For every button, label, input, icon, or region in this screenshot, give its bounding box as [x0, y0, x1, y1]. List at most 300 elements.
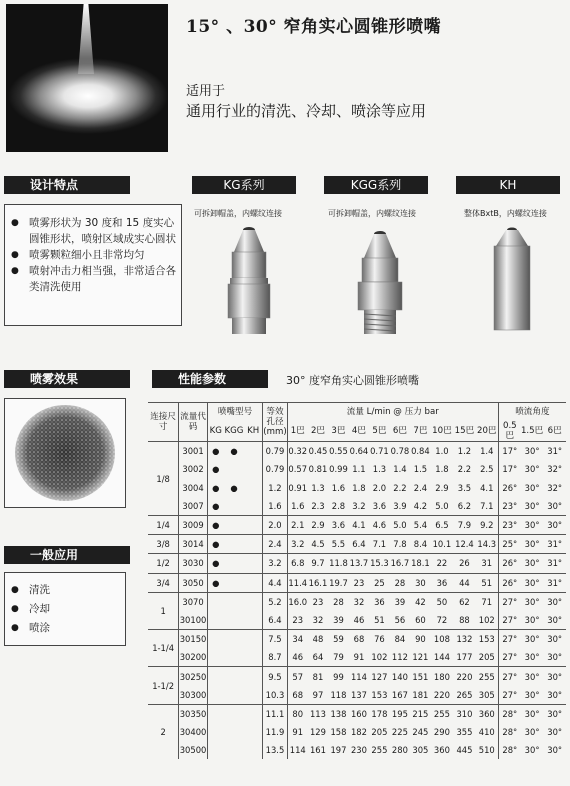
flow-code-cell: 30400: [179, 723, 208, 741]
flow-cell: 3.6: [372, 500, 387, 511]
flow-cell: 51: [476, 573, 499, 592]
flow-cell: 8.4: [410, 535, 430, 554]
col-flow-rate: 流量 L/min @ 压力 bar: [287, 403, 498, 422]
flow-cell: 2.9: [435, 482, 449, 493]
model-kgg-cell: [224, 630, 244, 649]
feature-item: ● 喷雾颗粒细小且非常均匀: [9, 247, 177, 263]
model-kh-cell: [244, 648, 262, 667]
angle-cell: 30°: [543, 515, 566, 534]
eq-orifice-cell: 0.79: [263, 460, 288, 478]
flow-cell: 6.8: [287, 554, 307, 573]
flow-cell: 3.2: [287, 535, 307, 554]
model-kgg-cell: [224, 460, 244, 478]
flow-code-cell: 30350: [179, 704, 208, 723]
flow-cell: 2.8: [331, 500, 346, 511]
flow-cell: 76: [369, 630, 389, 649]
flow-cell: 195: [390, 704, 410, 723]
angle-cell: 30°: [521, 592, 544, 611]
design-heading: 设计特点: [4, 176, 130, 194]
flow-cell: 0.55: [328, 442, 348, 461]
conn-size-cell: 3/8: [148, 535, 179, 554]
angle-cell: 30°: [521, 554, 544, 573]
flow-cell: 68: [287, 686, 307, 705]
model-kg-cell: [207, 667, 223, 686]
model-kg-cell: ●: [207, 460, 223, 478]
flow-cell: 36: [431, 573, 454, 592]
pressure-header: 15巴: [453, 421, 476, 442]
eq-orifice-cell: 10.3: [263, 686, 288, 705]
flow-cell: 108: [431, 630, 454, 649]
flow-cell: 5.4: [410, 515, 430, 534]
flow-cell: 30: [410, 573, 430, 592]
flow-cell: 7.1: [480, 500, 494, 511]
conn-size-cell: 3/4: [148, 573, 179, 592]
model-kh-cell: [244, 479, 262, 497]
flow-cell: 0.32: [287, 442, 307, 461]
conn-size-cell: 1-1/4: [148, 630, 179, 667]
flow-cell: 34: [287, 630, 307, 649]
flow-cell: 1.3: [372, 464, 387, 475]
flow-cell: 46: [287, 648, 307, 667]
angle-cell: 27°: [498, 611, 521, 630]
flow-code-cell: 3007: [179, 497, 208, 516]
angle-cell: 32°: [547, 464, 563, 475]
flow-cell: 72: [436, 614, 448, 625]
flow-cell: 79: [333, 652, 344, 663]
general-heading: 一般应用: [4, 546, 130, 564]
flow-cell: 151: [410, 667, 430, 686]
model-kh-cell: [244, 592, 262, 611]
flow-cell: 91: [287, 723, 307, 741]
angle-cell: 30°: [543, 704, 566, 723]
flow-code-cell: 3030: [179, 554, 208, 573]
flow-cell: 62: [453, 592, 476, 611]
flow-cell: 16.7: [390, 554, 410, 573]
flow-cell: 23: [287, 611, 307, 630]
flow-cell: 36: [369, 592, 389, 611]
angle-cell: 30°: [521, 573, 544, 592]
col-model-kg: KG: [207, 421, 223, 442]
flow-cell: 16.1: [308, 573, 328, 592]
model-kg-cell: ●: [207, 479, 223, 497]
model-kgg-cell: [224, 704, 244, 723]
angle-cell: 26°: [498, 554, 521, 573]
angle-cell: 23°: [498, 497, 521, 516]
series-kg-caption: 可拆卸帽盖，内螺纹连接: [194, 209, 282, 218]
applies-text: 通用行业的清洗、冷却、喷涂等应用: [186, 102, 427, 120]
flow-cell: 180: [431, 667, 454, 686]
flow-cell: 7.1: [369, 535, 389, 554]
model-kgg-cell: [224, 648, 244, 667]
model-kg-cell: [207, 704, 223, 723]
flow-cell: 3.5: [457, 482, 472, 493]
angle-pressure-header: 0.5巴: [498, 421, 521, 442]
flow-cell: 1.0: [431, 442, 454, 461]
flow-cell: 137: [350, 689, 367, 700]
angle-cell: 30°: [524, 614, 540, 625]
model-kg-cell: [207, 648, 223, 667]
flow-cell: 13.7: [349, 554, 369, 573]
table-row: [148, 704, 566, 723]
flow-cell: 129: [309, 727, 326, 738]
series-kh-label: KH: [456, 176, 560, 194]
spray-effect-heading: 喷雾效果: [4, 370, 130, 388]
flow-cell: 127: [369, 667, 389, 686]
flow-cell: 44: [453, 573, 476, 592]
flow-cell: 71: [476, 592, 499, 611]
conn-size-cell: 1/2: [148, 554, 179, 573]
angle-cell: 30°: [524, 464, 540, 475]
angle-cell: 30°: [524, 482, 540, 493]
flow-cell: 255: [476, 667, 499, 686]
angle-cell: 30°: [543, 630, 566, 649]
eq-orifice-cell: 1.2: [263, 479, 288, 497]
spray-pattern-image: [5, 399, 125, 507]
flow-cell: 1.1: [352, 464, 366, 475]
model-kgg-cell: [224, 497, 244, 516]
model-kgg-cell: ●: [230, 482, 238, 493]
col-nozzle-model: 喷嘴型号: [207, 403, 262, 422]
angle-cell: 27°: [498, 667, 521, 686]
flow-cell: 28: [390, 573, 410, 592]
flow-cell: 2.5: [480, 464, 494, 475]
table-row: [148, 592, 566, 611]
flow-code-cell: 3009: [179, 515, 208, 534]
pressure-header: 1巴: [287, 421, 307, 442]
flow-cell: 153: [371, 689, 388, 700]
angle-cell: 26°: [498, 479, 521, 497]
flow-cell: 39: [333, 614, 344, 625]
table-row: [148, 686, 566, 705]
col-conn-size: 连接尺寸: [148, 403, 179, 442]
model-kg-cell: ●: [207, 535, 223, 554]
conn-size-cell: 1: [148, 592, 179, 629]
flow-cell: 2.0: [372, 482, 387, 493]
model-kgg-cell: [224, 667, 244, 686]
flow-cell: 1.8: [352, 482, 366, 493]
eq-orifice-cell: 3.2: [263, 554, 288, 573]
model-kg-cell: ●: [207, 573, 223, 592]
pressure-header: 6巴: [390, 421, 410, 442]
model-kg-cell: ●: [207, 515, 223, 534]
flow-cell: 181: [412, 689, 429, 700]
flow-cell: 59: [328, 630, 348, 649]
model-kh-cell: [244, 497, 262, 516]
eq-orifice-cell: 11.1: [263, 704, 288, 723]
flow-cell: 15.3: [369, 554, 389, 573]
flow-cell: 215: [410, 704, 430, 723]
flow-cell: 7.8: [390, 535, 410, 554]
flow-cell: 3.2: [352, 500, 366, 511]
flow-cell: 80: [287, 704, 307, 723]
general-item: ● 冷却: [9, 600, 121, 619]
table-row: [148, 611, 566, 630]
pressure-header: 5巴: [369, 421, 389, 442]
flow-cell: 205: [478, 652, 495, 663]
flow-cell: 28: [328, 592, 348, 611]
flow-cell: 19.7: [328, 573, 348, 592]
flow-cell: 255: [431, 704, 454, 723]
model-kgg-cell: [224, 611, 244, 630]
pressure-header: 10巴: [431, 421, 454, 442]
angle-cell: 25°: [498, 535, 521, 554]
flow-cell: 4.1: [349, 515, 369, 534]
flow-code-cell: 30200: [179, 648, 208, 667]
series-kh-caption: 整体BxtB，内螺纹连接: [464, 209, 547, 218]
flow-cell: 0.91: [287, 479, 307, 497]
model-kh-cell: [244, 723, 262, 741]
flow-code-cell: 30250: [179, 667, 208, 686]
table-row: [148, 667, 566, 686]
flow-cell: 255: [371, 745, 388, 756]
flow-cell: 97: [312, 689, 324, 700]
model-kh-cell: [244, 554, 262, 573]
flow-cell: 12.4: [453, 535, 476, 554]
model-kg-cell: ●: [207, 554, 223, 573]
angle-cell: 30°: [521, 515, 544, 534]
flow-cell: 57: [287, 667, 307, 686]
pressure-header: 3巴: [328, 421, 348, 442]
page-title: 15° 、30° 窄角实心圆锥形喷嘴: [186, 17, 442, 37]
angle-cell: 28°: [498, 741, 521, 759]
flow-cell: 46: [353, 614, 365, 625]
angle-cell: 30°: [521, 535, 544, 554]
flow-cell: 1.3: [311, 482, 325, 493]
angle-cell: 30°: [524, 652, 540, 663]
table-row: [148, 723, 566, 741]
flow-cell: 31: [476, 554, 499, 573]
model-kh-cell: [244, 704, 262, 723]
flow-cell: 3.6: [328, 515, 348, 534]
flow-cell: 4.5: [308, 535, 328, 554]
flow-cell: 102: [371, 652, 388, 663]
flow-cell: 68: [349, 630, 369, 649]
flow-cell: 138: [328, 704, 348, 723]
flow-cell: 81: [308, 667, 328, 686]
conn-size-cell: 2: [148, 704, 179, 759]
model-kg-cell: [207, 723, 223, 741]
flow-cell: 1.4: [393, 464, 407, 475]
flow-cell: 230: [350, 745, 367, 756]
flow-cell: 1.5: [413, 464, 428, 475]
model-kgg-cell: [224, 592, 244, 611]
angle-cell: 30°: [524, 745, 540, 756]
angle-cell: 30°: [524, 689, 540, 700]
col-eq-orifice: 等效孔径(mm): [263, 403, 288, 442]
flow-cell: 4.1: [480, 482, 494, 493]
flow-cell: 220: [453, 667, 476, 686]
model-kgg-cell: [224, 741, 244, 759]
model-kg-cell: [207, 630, 223, 649]
performance-table: [148, 402, 566, 759]
flow-cell: 14.3: [476, 535, 499, 554]
flow-cell: 4.2: [413, 500, 428, 511]
flow-cell: 91: [353, 652, 365, 663]
eq-orifice-cell: 2.4: [263, 535, 288, 554]
angle-cell: 31°: [543, 535, 566, 554]
angle-cell: 26°: [498, 573, 521, 592]
col-flow-code: 流量代码: [179, 403, 208, 442]
angle-cell: 30°: [547, 727, 563, 738]
conn-size-cell: 1/8: [148, 442, 179, 516]
model-kg-cell: ●: [207, 442, 223, 461]
flow-cell: 22: [431, 554, 454, 573]
table-row: [148, 741, 566, 759]
flow-cell: 11.8: [328, 554, 348, 573]
flow-cell: 10.1: [431, 535, 454, 554]
pressure-header: 4巴: [349, 421, 369, 442]
angle-cell: 27°: [498, 686, 521, 705]
table-row: [148, 630, 566, 649]
flow-code-cell: 3050: [179, 573, 208, 592]
eq-orifice-cell: 7.5: [263, 630, 288, 649]
applies-label: 适用于: [186, 84, 226, 99]
flow-cell: 5.0: [390, 515, 410, 534]
model-kh-cell: [244, 741, 262, 759]
flow-cell: 32: [312, 614, 324, 625]
flow-cell: 140: [390, 667, 410, 686]
general-box: [4, 572, 126, 646]
model-kgg-cell: [224, 554, 244, 573]
flow-cell: 16.0: [287, 592, 307, 611]
model-kgg-cell: ●: [224, 442, 244, 461]
table-row: [148, 515, 566, 534]
eq-orifice-cell: 2.0: [263, 515, 288, 534]
series-kgg-caption: 可拆卸帽盖，内螺纹连接: [328, 209, 416, 218]
flow-cell: 360: [476, 704, 499, 723]
model-kgg-cell: [224, 723, 244, 741]
angle-cell: 30°: [524, 727, 540, 738]
flow-code-cell: 3014: [179, 535, 208, 554]
pressure-header: 7巴: [410, 421, 430, 442]
general-item: ● 清洗: [9, 581, 121, 600]
col-model-kh: KH: [244, 421, 262, 442]
features-list: [9, 215, 177, 295]
eq-orifice-cell: 9.5: [263, 667, 288, 686]
flow-cell: 160: [349, 704, 369, 723]
eq-orifice-cell: 8.7: [263, 648, 288, 667]
flow-cell: 161: [309, 745, 326, 756]
model-kg-cell: ●: [207, 497, 223, 516]
flow-cell: 0.57: [287, 460, 307, 478]
angle-pressure-header: 6巴: [543, 421, 566, 442]
model-kh-cell: [244, 515, 262, 534]
col-model-kgg: KGG: [224, 421, 244, 442]
angle-cell: 17°: [498, 460, 521, 478]
table-row: [148, 460, 566, 478]
flow-cell: 220: [433, 689, 450, 700]
flow-cell: 23: [308, 592, 328, 611]
model-kh-cell: [244, 611, 262, 630]
angle-cell: 30°: [547, 689, 563, 700]
eq-orifice-cell: 6.4: [263, 611, 288, 630]
angle-cell: 30°: [543, 667, 566, 686]
flow-cell: 144: [433, 652, 450, 663]
angle-cell: 30°: [524, 500, 540, 511]
flow-cell: 50: [431, 592, 454, 611]
flow-cell: 6.4: [349, 535, 369, 554]
model-kh-cell: [244, 686, 262, 705]
flow-cell: 1.6: [287, 497, 307, 516]
flow-code-cell: 3002: [179, 460, 208, 478]
eq-orifice-cell: 13.5: [263, 741, 288, 759]
flow-cell: 2.2: [457, 464, 472, 475]
flow-cell: 90: [410, 630, 430, 649]
kg-nozzle-image: [218, 222, 280, 340]
model-kg-cell: [207, 741, 223, 759]
general-list: [9, 581, 121, 638]
model-kg-cell: [207, 611, 223, 630]
features-box: [4, 204, 182, 326]
flow-cell: 88: [459, 614, 470, 625]
flow-cell: 2.9: [308, 515, 328, 534]
table-row: [148, 648, 566, 667]
flow-cell: 1.6: [331, 482, 346, 493]
table-row: [148, 479, 566, 497]
angle-cell: 30°: [521, 667, 544, 686]
flow-cell: 0.64: [349, 442, 369, 461]
angle-cell: 31°: [543, 442, 566, 461]
flow-cell: 245: [412, 727, 429, 738]
angle-cell: 30°: [547, 500, 563, 511]
flow-cell: 1.2: [453, 442, 476, 461]
flow-cell: 2.4: [413, 482, 428, 493]
angle-cell: 30°: [543, 592, 566, 611]
flow-cell: 177: [456, 652, 473, 663]
flow-cell: 310: [453, 704, 476, 723]
performance-subtitle: 30° 度窄角实心圆锥形喷嘴: [286, 374, 419, 387]
flow-cell: 0.78: [390, 442, 410, 461]
flow-cell: 4.6: [369, 515, 389, 534]
flow-cell: 3.9: [393, 500, 407, 511]
flow-cell: 48: [308, 630, 328, 649]
flow-code-cell: 30500: [179, 741, 208, 759]
flow-cell: 0.99: [329, 464, 348, 475]
angle-cell: 32°: [547, 482, 563, 493]
flow-cell: 7.9: [453, 515, 476, 534]
model-kg-cell: [207, 686, 223, 705]
model-kh-cell: [244, 535, 262, 554]
angle-pressure-header: 1.5巴: [521, 421, 544, 442]
flow-cell: 25: [369, 573, 389, 592]
flow-cell: 114: [287, 741, 307, 759]
pressure-header: 20巴: [476, 421, 499, 442]
table-row: [148, 442, 566, 461]
flow-cell: 99: [328, 667, 348, 686]
angle-cell: 27°: [498, 630, 521, 649]
model-kh-cell: [244, 573, 262, 592]
flow-cell: 0.81: [308, 464, 328, 475]
table-row: [148, 554, 566, 573]
flow-cell: 11.4: [287, 573, 307, 592]
spray-effect-box: [4, 398, 126, 508]
feature-item: ● 喷射冲击力相当强，非常适合各类清洗使用: [9, 263, 177, 295]
flow-cell: 355: [456, 727, 473, 738]
flow-cell: 167: [391, 689, 408, 700]
eq-orifice-cell: 0.79: [263, 442, 288, 461]
flow-cell: 182: [350, 727, 367, 738]
flow-cell: 26: [453, 554, 476, 573]
flow-cell: 305: [412, 745, 429, 756]
flow-cell: 6.2: [457, 500, 472, 511]
flow-cell: 60: [415, 614, 426, 625]
flow-cell: 1.4: [476, 442, 499, 461]
model-kgg-cell: [224, 686, 244, 705]
model-kgg-cell: [224, 515, 244, 534]
angle-cell: 31°: [543, 573, 566, 592]
flow-cell: 280: [391, 745, 408, 756]
model-kh-cell: [244, 630, 262, 649]
